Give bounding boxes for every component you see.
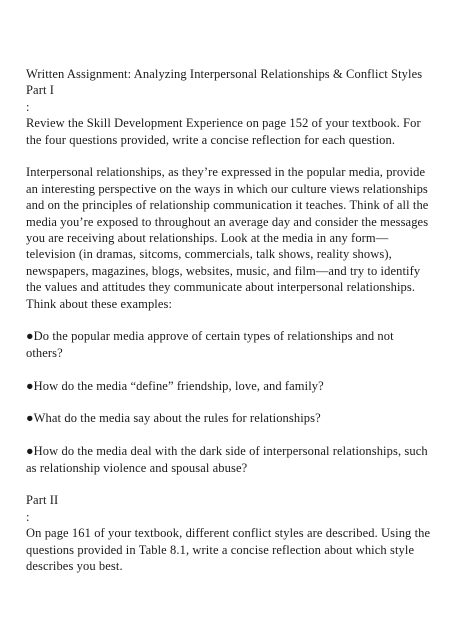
question-bullet-4: ●How do the media deal with the dark side of interpersonal relationships, such as relationship violence and spousal abuse?	[26, 444, 428, 475]
part1-instructions: Review the Skill Development Experience on page 152 of your textbook. For the four questions provided, write a concise reflection for each question.	[26, 116, 421, 147]
question-bullet-1: ●Do the popular media approve of certain types of relationships and not others?	[26, 329, 394, 360]
question-bullet-2: ●How do the media “define” friendship, love, and family?	[26, 378, 324, 393]
part1-body-paragraph: Interpersonal relationships, as they’re expressed in the popular media, provide an interesting perspective on the ways in which our culture views relationships and on the principles of relationship communication it teaches. Think of all the media you’re exposed to throughout an average day and consider the messages you are receiving about relationships. Look at the media in any form—television (in dramas, sitcoms, commercials, talk shows, reality shows), newspapers, magazines, blogs, websites, music, and film—and try to identify the values and attitudes they communicate about interpersonal relationships. Think about these examples:	[26, 165, 429, 311]
document-body	[26, 66, 431, 575]
part1-colon: :	[26, 99, 30, 114]
paragraph-gap	[26, 361, 431, 377]
part2-heading: Part II	[26, 493, 59, 508]
paragraph-gap	[26, 148, 431, 164]
part1-heading: Part I	[26, 83, 55, 98]
question-bullet-3: ●What do the media say about the rules for relationships?	[26, 411, 321, 426]
paragraph-gap	[26, 427, 431, 443]
paragraph-gap	[26, 312, 431, 328]
part2-instructions: On page 161 of your textbook, different conflict styles are described. Using the questions provided in Table 8.1, write a concise reflection about which style describes you best.	[26, 526, 431, 574]
paragraph-gap	[26, 476, 431, 492]
part2-colon: :	[26, 509, 30, 524]
paragraph-gap	[26, 394, 431, 410]
document-title: Written Assignment: Analyzing Interpersonal Relationships & Conflict Styles	[26, 67, 423, 81]
